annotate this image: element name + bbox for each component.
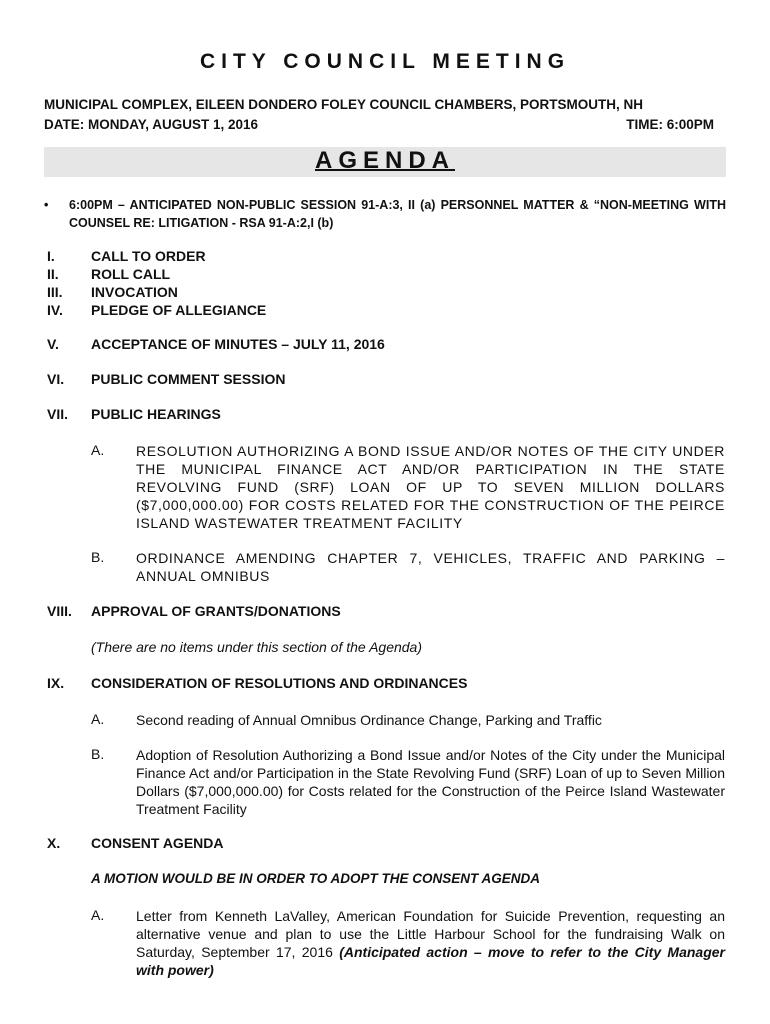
- item-number: X.: [47, 835, 61, 851]
- item-number: VII.: [47, 406, 69, 422]
- item-heading: CALL TO ORDER: [91, 248, 206, 264]
- agenda-heading-text: AGENDA: [314, 147, 455, 174]
- meeting-time: TIME: 6:00PM: [626, 117, 714, 132]
- page-title: CITY COUNCIL MEETING: [199, 50, 571, 73]
- sub-item-letter: A.: [91, 907, 105, 923]
- sub-item-text: RESOLUTION AUTHORIZING A BOND ISSUE AND/OR NOTES OF THE CITY UNDER THE MUNICIPAL FINANCE ACT AND/OR PARTICIPATION IN THE STATE REVOLVING FUND (SRF) LOAN OF UP TO SEVEN MILLION DOLLARS ($7,000,000.00) FOR COSTS RELATED FOR THE CONSTRUCTION OF THE PEIRCE ISLAND WASTEWATER TREATMENT FACILITY: [136, 443, 725, 531]
- item-number: II.: [47, 266, 59, 282]
- consent-item: [136, 907, 725, 979]
- item-number: VIII.: [47, 603, 72, 619]
- meeting-location: MUNICIPAL COMPLEX, EILEEN DONDERO FOLEY COUNCIL CHAMBERS, PORTSMOUTH, NH: [44, 97, 644, 112]
- item-heading: CONSENT AGENDA: [91, 835, 224, 851]
- item-number: IX.: [47, 675, 65, 691]
- item-heading: APPROVAL OF GRANTS/DONATIONS: [91, 603, 341, 619]
- item-heading: CONSIDERATION OF RESOLUTIONS AND ORDINANCES: [91, 675, 468, 691]
- sub-item-letter: A.: [91, 711, 105, 727]
- item-heading: PUBLIC HEARINGS: [91, 406, 221, 422]
- item-heading: ACCEPTANCE OF MINUTES – JULY 11, 2016: [91, 336, 385, 352]
- grants-note: (There are no items under this section of the Agenda): [91, 639, 422, 655]
- item-heading: INVOCATION: [91, 284, 178, 300]
- item-heading: PLEDGE OF ALLEGIANCE: [91, 302, 267, 318]
- sub-item-letter: A.: [91, 442, 105, 458]
- item-number: I.: [47, 248, 55, 264]
- consent-item-action: (Anticipated action – move to refer to the City Manager with power): [136, 944, 725, 978]
- item-number: IV.: [47, 302, 63, 318]
- item-heading: ROLL CALL: [91, 266, 171, 282]
- consent-motion: A MOTION WOULD BE IN ORDER TO ADOPT THE CONSENT AGENDA: [91, 871, 541, 886]
- sub-item-text: Second reading of Annual Omnibus Ordinance Change, Parking and Traffic: [136, 712, 602, 728]
- sub-item-letter: B.: [91, 549, 105, 565]
- non-public-session-text: 6:00PM – ANTICIPATED NON-PUBLIC SESSION 91-A:3, II (a) PERSONNEL MATTER & “NON-MEETING WITH COUNSEL RE: LITIGATION - RSA 91-A:2,I (b): [69, 198, 726, 230]
- item-number: V.: [47, 336, 59, 352]
- sub-item-letter: B.: [91, 746, 105, 762]
- agenda-heading: [0, 147, 770, 175]
- item-number: III.: [47, 284, 63, 300]
- item-heading: PUBLIC COMMENT SESSION: [91, 371, 286, 387]
- non-public-session-item: [44, 196, 726, 232]
- consent-item-text: Letter from Kenneth LaValley, American Foundation for Suicide Prevention, requesting an alternative venue and plan to use the Little Harbour School for the fundraising Walk on Saturday, September 17, 2016: [136, 908, 725, 960]
- sub-item-text: Adoption of Resolution Authorizing a Bond Issue and/or Notes of the City under the Municipal Finance Act and/or Participation in the State Revolving Fund (SRF) Loan of up to Seven Million Dollars ($7,000,000.00) for Costs related for the Construction of the Peirce Island Wastewater Treatment Facility: [136, 747, 725, 817]
- meeting-date: DATE: MONDAY, AUGUST 1, 2016: [44, 117, 259, 132]
- item-number: VI.: [47, 371, 65, 387]
- bullet-icon: •: [44, 198, 49, 212]
- sub-item-text: ORDINANCE AMENDING CHAPTER 7, VEHICLES, TRAFFIC AND PARKING – ANNUAL OMNIBUS: [136, 550, 725, 584]
